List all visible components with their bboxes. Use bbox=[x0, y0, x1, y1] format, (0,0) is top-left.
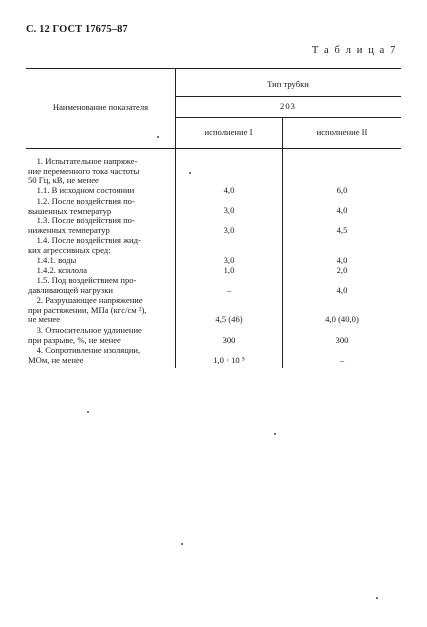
row-value-variant-2: 4,5 bbox=[336, 225, 348, 235]
row-value-variant-1: 1,0 · 10 ⁵ bbox=[213, 355, 245, 365]
table-caption: Т а б л и ц а 7 bbox=[311, 45, 397, 56]
page-header: С. 12 ГОСТ 17675–87 bbox=[26, 24, 128, 35]
param-column-header: Наименование показателя bbox=[52, 102, 149, 112]
row-value-variant-1: 4,5 (46) bbox=[215, 314, 243, 324]
scan-speck bbox=[157, 136, 159, 138]
row-value-variant-2: – bbox=[339, 355, 345, 365]
row-value-variant-1: – bbox=[226, 285, 232, 295]
row-label: 3. Относительное удлинение при разрыве, %, не менее bbox=[28, 325, 142, 345]
header-divider-variant bbox=[175, 117, 401, 118]
column-divider-variant bbox=[282, 117, 283, 368]
scan-speck bbox=[87, 411, 89, 413]
header-bottom-rule bbox=[26, 148, 401, 149]
row-label: 1.2. После воздействия по- вышенных температур bbox=[28, 196, 135, 216]
row-value-variant-1: 1,0 bbox=[223, 265, 235, 275]
row-label: 1.4.1. воды bbox=[28, 255, 77, 265]
row-value-variant-2: 2,0 bbox=[336, 265, 348, 275]
scan-speck bbox=[181, 543, 183, 545]
variant-2-header: исполнение II bbox=[316, 127, 368, 137]
row-value-variant-2: 4,0 bbox=[336, 285, 348, 295]
row-value-variant-2: 4,0 bbox=[336, 255, 348, 265]
row-label: 4. Сопротивление изоляции, МОм, не менее bbox=[28, 345, 141, 365]
row-value-variant-2: 4,0 (40,0) bbox=[325, 314, 359, 324]
row-value-variant-2: 300 bbox=[335, 335, 349, 345]
row-label: 1.4. После воздействия жид- ких агрессивных сред: bbox=[28, 235, 141, 255]
row-value-variant-1: 300 bbox=[222, 335, 236, 345]
scan-speck bbox=[274, 433, 276, 435]
row-value-variant-1: 3,0 bbox=[223, 255, 235, 265]
row-value-variant-2: 6,0 bbox=[336, 185, 348, 195]
row-label: 1. Испытательное напряже- ние переменного тока частоты 50 Гц, кВ, не менее bbox=[28, 156, 140, 185]
row-label: 1.1. В исходном состоянии bbox=[28, 185, 135, 195]
header-divider-type bbox=[175, 96, 401, 97]
row-value-variant-1: 3,0 bbox=[223, 225, 235, 235]
row-value-variant-2: 4,0 bbox=[336, 205, 348, 215]
type-value: 203 bbox=[280, 101, 296, 111]
type-header: Тип трубки bbox=[267, 79, 309, 89]
row-label: 2. Разрушающее напряжение при растяжении, МПа (кгс/см ²), не менее bbox=[28, 295, 147, 324]
scan-speck bbox=[376, 597, 378, 599]
row-label: 1.3. После воздействия по- ниженных температур bbox=[28, 215, 135, 235]
variant-1-header: исполнение I bbox=[204, 127, 253, 137]
table-top-rule bbox=[26, 68, 401, 69]
row-value-variant-1: 4,0 bbox=[223, 185, 235, 195]
row-label: 1.4.2. ксилола bbox=[28, 265, 88, 275]
scan-speck bbox=[189, 172, 191, 174]
row-value-variant-1: 3,0 bbox=[223, 205, 235, 215]
row-label: 1.5. Под воздействием про- давливающей нагрузки bbox=[28, 275, 137, 295]
